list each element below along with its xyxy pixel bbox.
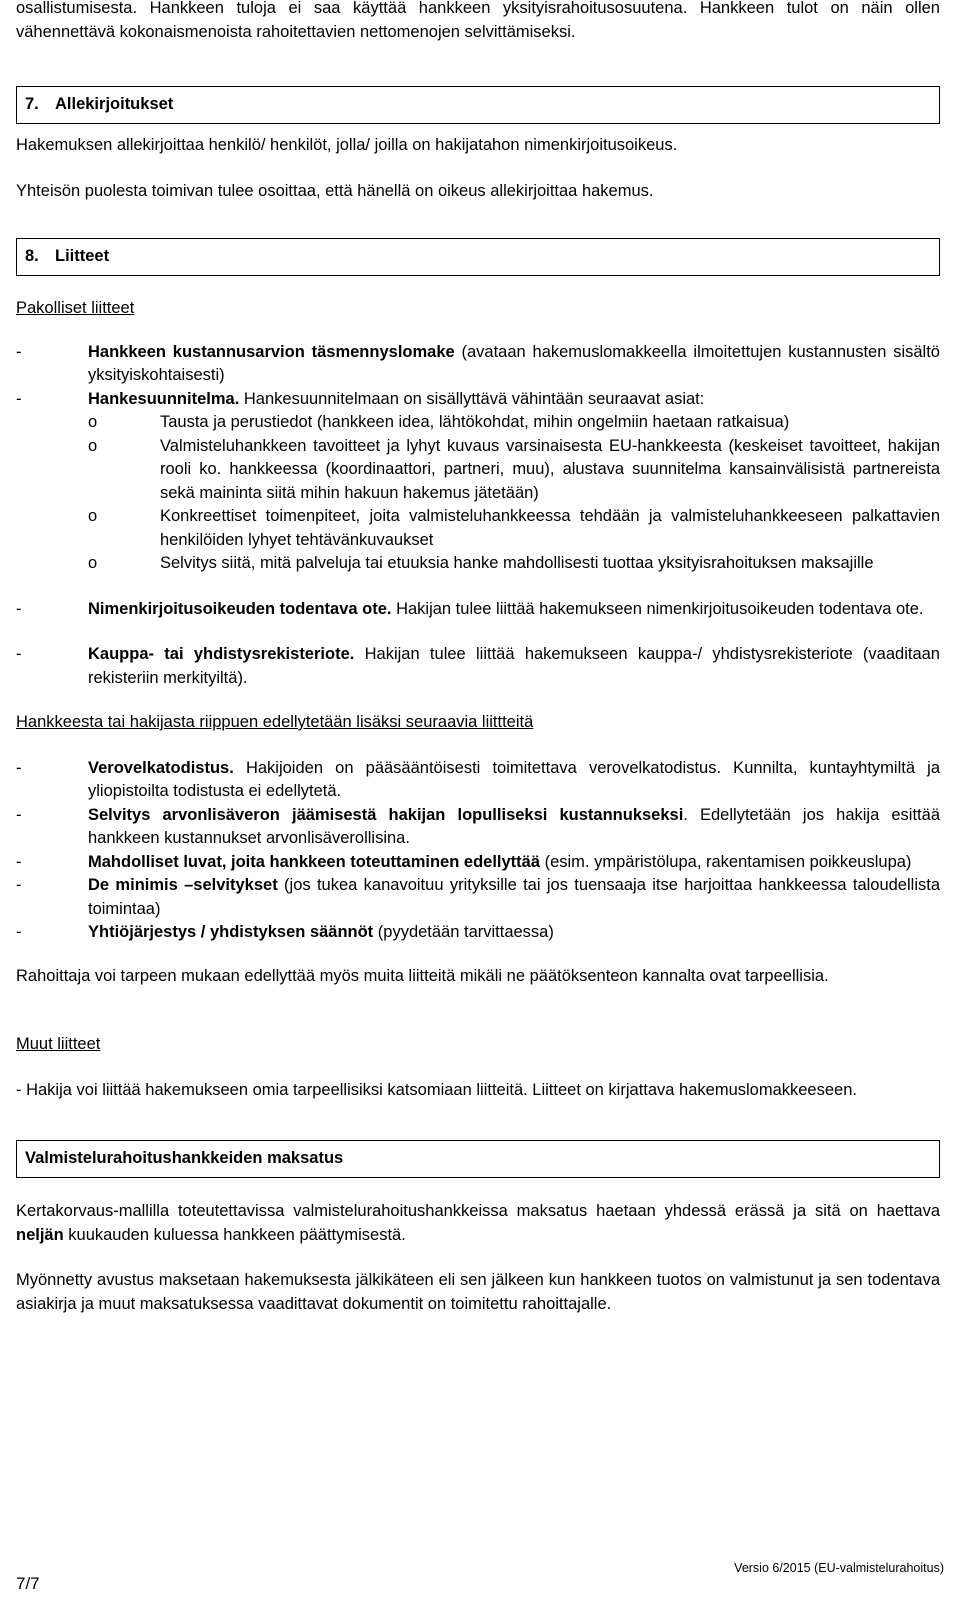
list-item	[16, 921, 940, 945]
item-bold: Mahdolliset luvat, joita hankkeen toteuttaminen edellyttää	[88, 852, 541, 871]
plan-subitem-text: Konkreettiset toimenpiteet, joita valmisteluhankkeessa tehdään ja valmisteluhankkeeseen palkattavien henkilöiden lyhyet tehtävänkuvaukset	[160, 507, 940, 549]
document-page	[16, 0, 940, 1316]
payment-bold-word: neljän	[16, 1225, 64, 1244]
sub-bullet: o	[88, 413, 98, 431]
list-dash: -	[16, 852, 22, 871]
list-item	[16, 341, 940, 388]
funder-note: Rahoittaja voi tarpeen mukaan edellyttää myös muita liitteitä mikäli ne päätöksenteon kannalta ovat tarpeellisia.	[16, 966, 829, 985]
item-text: (pyydetään tarvittaessa)	[373, 923, 554, 941]
item-bold: Verovelkatodistus.	[88, 758, 234, 777]
list-dash: -	[16, 805, 22, 824]
item-bold: Kauppa- tai yhdistysrekisteriote.	[88, 645, 355, 663]
item-text: . Edellytetään jos hakija esittää hankkeen kustannukset arvonlisäverollisina.	[88, 805, 940, 847]
plan-subitem-text: Tausta ja perustiedot (hankkeen idea, lähtökohdat, mihin ongelmiin haetaan ratkaisua)	[160, 413, 790, 431]
list-dash: -	[16, 923, 22, 941]
list-dash: -	[16, 342, 22, 361]
list-item	[16, 851, 940, 875]
section-7-header	[16, 86, 940, 124]
signature-paragraph-1: Hakemuksen allekirjoittaa henkilö/ henkilöt, jolla/ joilla on hakijatahon nimenkirjoitusoikeus.	[16, 136, 678, 154]
list-item	[16, 874, 940, 921]
conditional-attachments-heading: Hankkeesta tai hakijasta riippuen edellytetään lisäksi seuraavia liittteitä	[16, 713, 534, 731]
item-bold: Hankkeen kustannusarvion täsmennyslomake	[88, 342, 455, 361]
section-7-title: Allekirjoitukset	[55, 95, 174, 114]
item-bold: Selvitys arvonlisäveron jäämisestä hakijan lopulliseksi kustannukseksi	[88, 805, 684, 824]
list-item	[16, 757, 940, 804]
conditional-list	[16, 757, 940, 945]
mandatory-attachments-heading: Pakolliset liitteet	[16, 299, 135, 317]
item-text: Hakijan tulee liittää hakemukseen kauppa-/ yhdistysrekisteriote (vaaditaan rekisteriin merkityiltä).	[88, 645, 940, 687]
payment-title: Valmistelurahoitushankkeiden maksatus	[25, 1149, 344, 1168]
list-item	[16, 388, 940, 412]
list-dash: -	[16, 389, 22, 408]
list-dash: -	[16, 599, 22, 618]
section-8-title: Liitteet	[55, 247, 110, 266]
list-item	[16, 643, 940, 690]
sub-bullet: o	[88, 554, 98, 572]
sub-bullet: o	[88, 507, 98, 525]
item-text: (esim. ympäristölupa, rakentamisen poikkeuslupa)	[540, 852, 912, 871]
version-label: Versio 6/2015 (EU-valmistelurahoitus)	[734, 1561, 944, 1575]
list-dash: -	[16, 645, 22, 663]
plan-subitem	[16, 411, 940, 435]
other-attachments-heading: Muut liitteet	[16, 1035, 101, 1053]
item-bold: Nimenkirjoitusoikeuden todentava ote.	[88, 599, 392, 618]
section-8-header	[16, 238, 940, 276]
item-text: (jos tukea kanavoituu yrityksille tai jos tuensaaja itse harjoittaa hankkeessa taloudellista toimintaa)	[88, 876, 940, 918]
section-7-number: 7.	[25, 95, 39, 114]
mandatory-list	[16, 341, 940, 691]
signature-paragraph-2: Yhteisön puolesta toimivan tulee osoittaa, että hänellä on oikeus allekirjoittaa hakemus.	[16, 181, 654, 200]
plan-subitem-text: Valmisteluhankkeen tavoitteet ja lyhyt kuvaus varsinaisesta EU-hankkeesta (keskeiset tavoitteet, hakijan rooli ko. hankkeessa (koordinaattori, partneri, muu), alustava suunnitelma kansainvälisistä partnereista sekä maininta siitä mihin hakuun hakemus jätetään)	[160, 436, 940, 502]
intro-paragraph: osallistumisesta. Hankkeen tuloja ei saa käyttää hankkeen yksityisrahoitusosuutena. Hankkeen tulot on näin ollen vähennettävä kokonaismenoista rahoitettavien nettomenojen selvittämiseksi.	[16, 0, 940, 41]
payment-paragraph-2: Myönnetty avustus maksetaan hakemuksesta jälkikäteen eli sen jälkeen kun hankkeen tuotos on valmistunut ja sen todentava asiakirja ja muut maksatuksessa vaadittavat dokumentit on toimitettu rahoittajalle.	[16, 1271, 940, 1313]
list-dash: -	[16, 758, 22, 777]
item-bold: Hankesuunnitelma.	[88, 389, 240, 408]
item-bold: De minimis –selvitykset	[88, 876, 278, 894]
page-number: 7/7	[16, 1574, 40, 1593]
plan-subitem	[16, 552, 940, 576]
item-text: Hakijoiden on pääsääntöisesti toimitettava verovelkatodistus. Kunnilta, kuntayhtymiltä ja yliopistoilta todistusta ei edellytetä.	[88, 758, 940, 800]
item-bold: Yhtiöjärjestys / yhdistyksen säännöt	[88, 923, 374, 941]
item-text: Hakijan tulee liittää hakemukseen nimenkirjoitusoikeuden todentava ote.	[391, 599, 924, 618]
list-dash: -	[16, 876, 22, 894]
plan-subitem-text: Selvitys siitä, mitä palveluja tai etuuksia hanke mahdollisesti tuottaa yksityisrahoituksen maksajille	[160, 554, 874, 572]
payment-paragraph-1: Kertakorvaus-mallilla toteutettavissa valmistelurahoitushankkeissa maksatus haetaan yhdessä erässä ja sitä on haettava neljän kuukauden kuluessa hankkeen päättymisestä.	[16, 1202, 940, 1244]
list-item	[16, 598, 940, 622]
payment-header	[16, 1140, 940, 1178]
plan-subitem	[16, 435, 940, 506]
item-text: Hankesuunnitelmaan on sisällyttävä vähintään seuraavat asiat:	[239, 389, 705, 408]
other-attachments-text: - Hakija voi liittää hakemukseen omia tarpeellisiksi katsomiaan liitteitä. Liitteet on kirjattava hakemuslomakkeeseen.	[16, 1080, 857, 1099]
section-8-number: 8.	[25, 247, 39, 266]
item-text: (avataan hakemuslomakkeella ilmoitettujen kustannusten sisältö yksityiskohtaisesti)	[88, 342, 940, 384]
sub-bullet: o	[88, 436, 98, 455]
list-item	[16, 804, 940, 851]
plan-subitem	[16, 505, 940, 552]
